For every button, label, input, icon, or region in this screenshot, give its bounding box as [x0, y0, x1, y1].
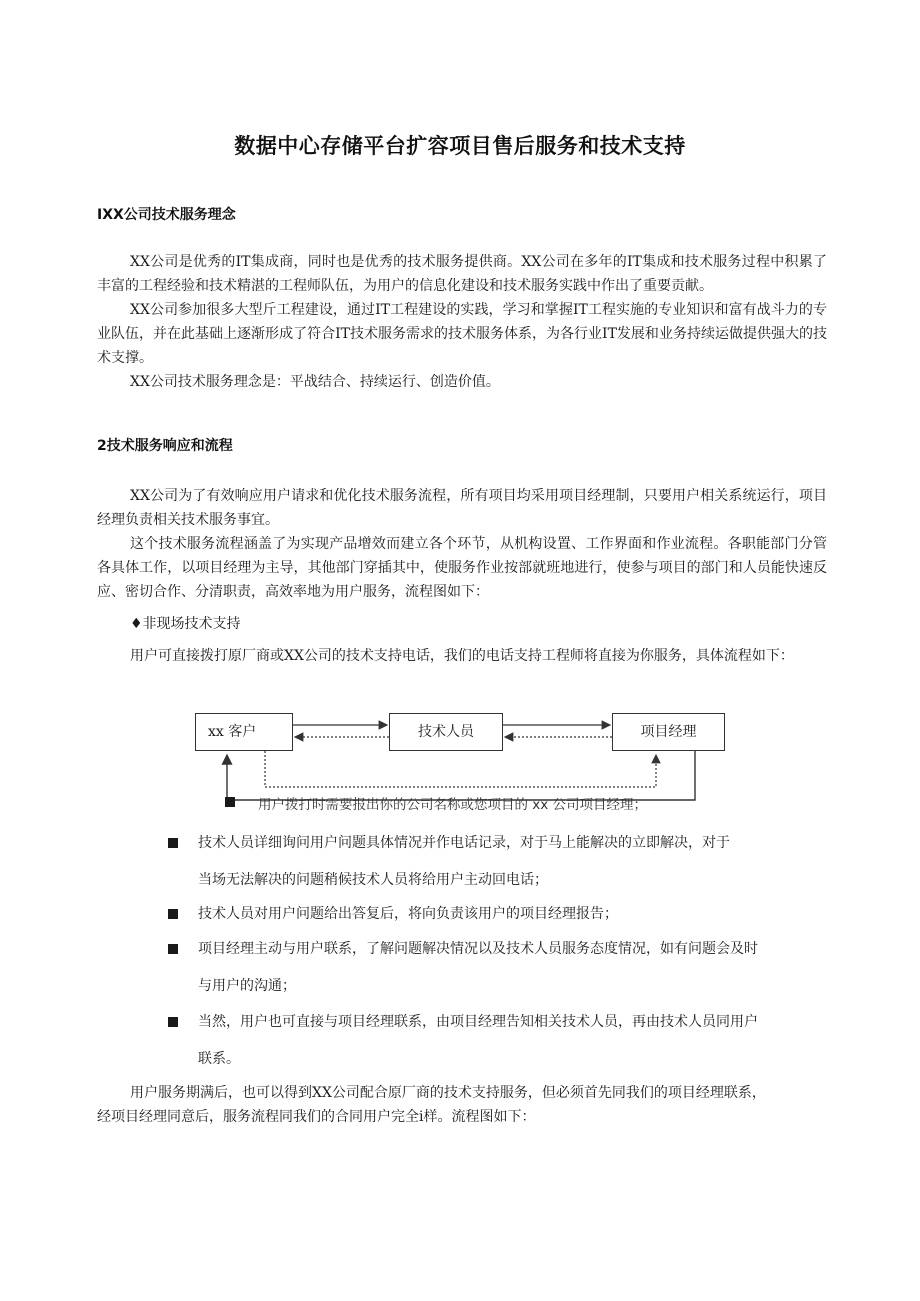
list-item-text: 技术人员对用户问题给出答复后，将向负责该用户的项目经理报告；	[198, 906, 618, 922]
list-item	[165, 1004, 825, 1078]
list-item	[165, 825, 825, 899]
square-bullet-icon	[168, 838, 178, 848]
list-item-text: 当然，用户也可直接与项目经理联系，由项目经理告知相关技术人员，再由技术人员同用户	[198, 1014, 758, 1030]
list-item	[165, 931, 825, 1005]
flow-box-client: xx 客户	[195, 713, 293, 751]
closing-line: 用户服务期满后，也可以得到XX公司配合原厂商的技术支持服务，但必须首先同我们的项目经理联系，	[130, 1085, 766, 1101]
square-bullet-icon	[168, 944, 178, 954]
square-bullet-icon	[168, 1017, 178, 1027]
paragraph: XX公司技术服务理念是：平战结合、持续运行、创造价值。	[130, 374, 500, 390]
list-item-text: 项目经理主动与用户联系，了解问题解决情况以及技术人员服务态度情况，如有问题会及时	[198, 941, 758, 957]
section-heading-response-flow: 2技术服务响应和流程	[97, 438, 233, 454]
paragraph: XX公司为了有效响应用户请求和优化技术服务流程，所有项目均采用项目经理制，只要用户相关系统运行，项目经理负责相关技术服务事宜。	[97, 488, 827, 528]
list-item	[165, 896, 825, 933]
list-item-text: 联系。	[198, 1051, 240, 1067]
list-item-text: 技术人员详细询问用户问题具体情况并作电话记录，对于马上能解决的立即解决，对于	[198, 835, 730, 851]
flow-box-tech-staff: 技术人员	[389, 713, 503, 751]
caption-bullet-icon	[225, 797, 235, 807]
arrow-client-to-manager	[265, 751, 656, 787]
paragraph: XX公司参加很多大型斤工程建设，通过IT工程建设的实践，学习和掌握IT工程实施的专业知识和富有战斗力的专业队伍，并在此基础上逐渐形成了符合IT技术服务需求的技术服务体系，为各行业IT发展和业务持续运做提供强大的技术支撑。	[97, 302, 827, 366]
list-item-text: 当场无法解决的问题稍候技术人员将给用户主动回电话；	[198, 872, 548, 888]
paragraph: XX公司是优秀的IT集成商，同时也是优秀的技术服务提供商。XX公司在多年的IT集成和技术服务过程中积累了丰富的工程经验和技术精湛的工程师队伍，为用户的信息化建设和技术服务实践中作出了重要贡献。	[97, 254, 827, 294]
section-heading-philosophy: IXX公司技术服务理念	[97, 207, 236, 223]
paragraph: 用户可直接拨打原厂商或XX公司的技术支持电话，我们的电话支持工程师将直接为你服务，具体流程如下：	[130, 648, 794, 664]
list-item-text: 与用户的沟通；	[198, 978, 296, 994]
flow-box-project-manager: 项目经理	[612, 713, 725, 751]
closing-line: 经项目经理同意后，服务流程同我们的合同用户完全i样。流程图如下：	[97, 1109, 536, 1125]
subheading-remote-support: ♦非现场技术支持	[130, 616, 241, 632]
square-bullet-icon	[168, 909, 178, 919]
flowchart-caption: 用户拨打时需要报出你的公司名称或您项目的 xx 公司项目经理；	[258, 797, 648, 813]
paragraph: 这个技术服务流程涵盖了为实现产品增效而建立各个环节，从机构设置、工作界面和作业流程。各职能部门分管各具体工作，以项目经理为主导，其他部门穿插其中，使服务作业按部就班地进行，使参与项目的部门和人员能快速反应、密切合作、分清职责，高效率地为用户服务，流程图如下：	[97, 536, 827, 600]
document-title: 数据中心存储平台扩容项目售后服务和技术支持	[234, 134, 686, 158]
